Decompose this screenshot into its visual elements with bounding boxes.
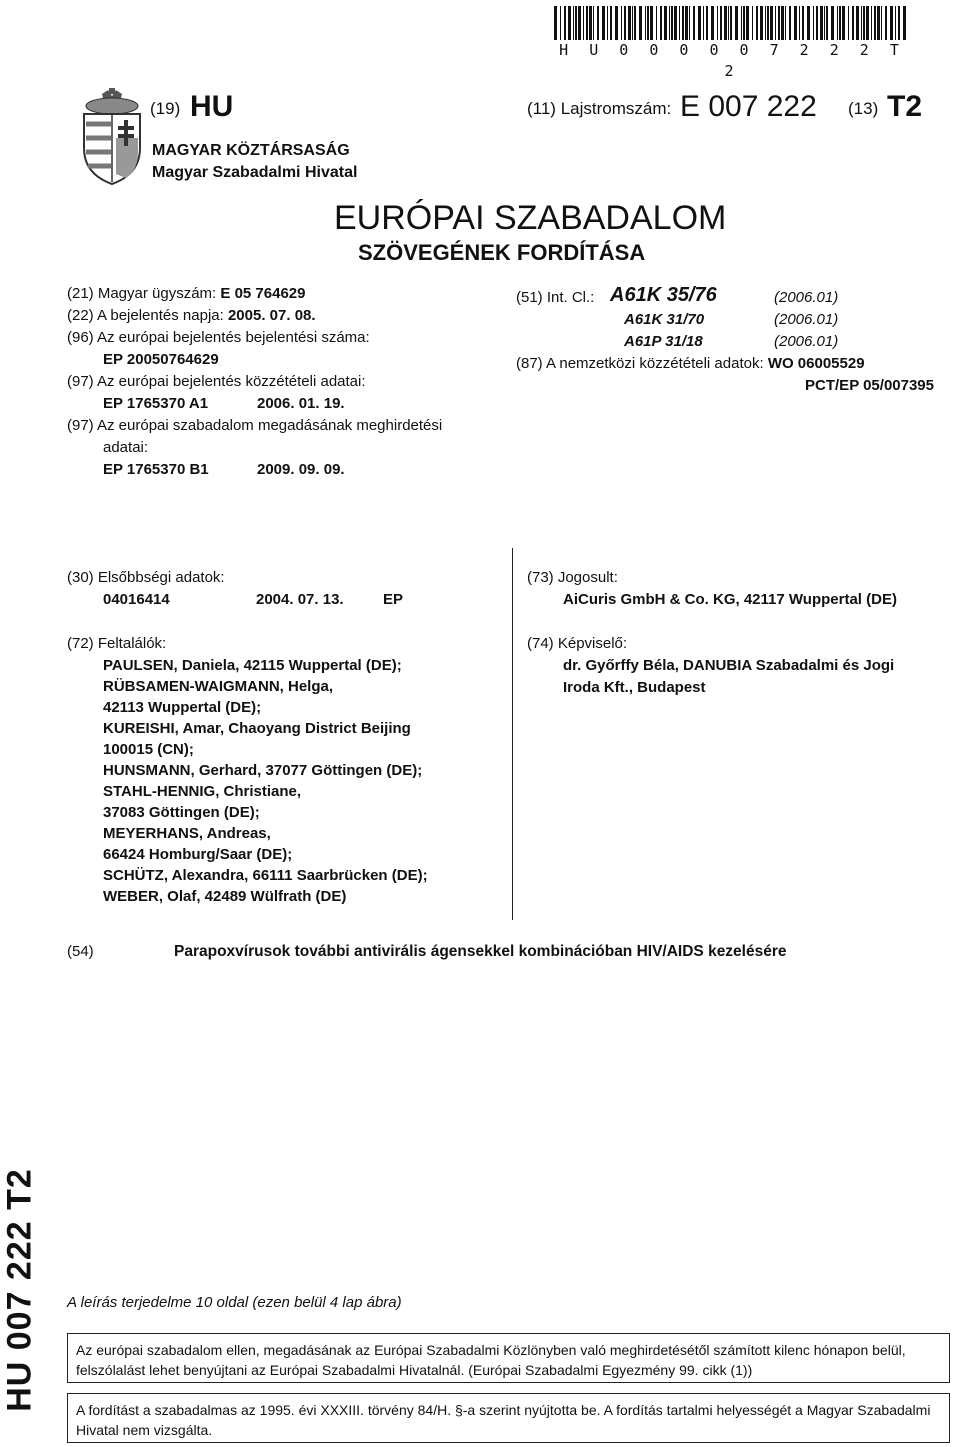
representative-label: (74) Képviselő: — [527, 635, 628, 652]
description-extent: A leírás terjedelme 10 oldal (ezen belül 4 lap ábra) — [67, 1294, 402, 1311]
field-97a-date: 2006. 01. 19. — [257, 395, 345, 412]
priority-label: (30) Elsőbbségi adatok: — [67, 569, 225, 586]
field-22-label: (22) A bejelentés napja: — [67, 307, 224, 324]
barcode-bar — [717, 6, 718, 40]
barcode-bar — [890, 6, 893, 40]
inventor-line: 66424 Homburg/Saar (DE); — [103, 846, 293, 863]
barcode-bar — [564, 6, 566, 40]
document-subtitle: SZÖVEGÉNEK FORDÍTÁSA — [358, 240, 646, 265]
ipc-year-3: (2006.01) — [774, 333, 839, 350]
barcode-bar — [735, 6, 738, 40]
barcode-bar — [706, 6, 708, 40]
priority-date: 2004. 07. 13. — [256, 591, 344, 608]
barcode-bar — [728, 6, 729, 40]
barcode-bar — [752, 6, 753, 40]
field-97a-number: EP 1765370 A1 — [103, 395, 209, 412]
barcode-bar — [866, 6, 869, 40]
field-96-label: (96) Az európai bejelentés bejelentési száma: — [67, 329, 370, 346]
barcode-bar — [703, 6, 704, 40]
ipc-code-2: A61K 31/70 — [624, 311, 705, 328]
barcode-bar — [760, 6, 763, 40]
inventors-label: (72) Feltalálók: — [67, 635, 167, 652]
inventor-line: HUNSMANN, Gerhard, 37077 Göttingen (DE); — [103, 762, 423, 779]
field-97b-label-cont: adatai: — [103, 439, 149, 456]
barcode-bar — [871, 6, 872, 40]
left-bibliographic-fields — [67, 283, 507, 481]
document-title: EURÓPAI SZABADALOM — [334, 199, 727, 237]
barcode-bar — [746, 6, 749, 40]
coat-of-arms-icon — [78, 88, 146, 186]
barcode-bar — [669, 6, 670, 40]
barcode-bar — [679, 6, 680, 40]
barcode-bar — [589, 6, 592, 40]
barcode-bar — [842, 6, 845, 40]
ipc-code-1: A61K 35/76 — [610, 284, 717, 306]
barcode-bar — [775, 6, 776, 40]
field-51-label: (51) Int. Cl.: — [516, 289, 595, 306]
code-19: (19) — [150, 99, 181, 118]
inventor-line: 42113 Wuppertal (DE); — [103, 699, 262, 716]
field-96-value: EP 20050764629 — [103, 351, 219, 368]
field-87-value: WO 06005529 — [767, 355, 865, 372]
barcode-bar — [671, 6, 673, 40]
barcode-bar — [807, 6, 810, 40]
ipc-code-3: A61P 31/18 — [624, 333, 703, 350]
barcode-bar — [741, 6, 742, 40]
field-22-value: 2005. 07. 08. — [227, 307, 316, 324]
registration-number: E 007 222 — [680, 90, 817, 123]
translation-notice: A fordítást a szabadalmas az 1995. évi XXXIII. törvény 84/H. §-a szerint nyújtotta be. A fordítás tartalmi helyességét a Magyar Szabadalmi Hivatal nem vizsgálta. — [67, 1393, 950, 1443]
ipc-year-2: (2006.01) — [774, 311, 839, 328]
barcode-bar — [885, 6, 887, 40]
field-97a-label: (97) Az európai bejelentés közzétételi adatai: — [67, 373, 366, 390]
inventor-line: 37083 Göttingen (DE); — [103, 804, 260, 821]
barcode-bar — [856, 6, 859, 40]
barcode-bar — [621, 6, 622, 40]
field-97b-number: EP 1765370 B1 — [103, 461, 209, 478]
barcode-bar — [785, 6, 786, 40]
field-87-label: (87) A nemzetközi közzétételi adatok: — [516, 355, 764, 372]
barcode-bar — [837, 6, 838, 40]
inventor-line: SCHÜTZ, Alexandra, 66111 Saarbrücken (DE); — [103, 867, 428, 884]
barcode-bar — [682, 6, 684, 40]
office-name: MAGYAR KÖZTÁRSASÁG — [152, 142, 350, 159]
barcode-bar — [597, 6, 599, 40]
barcode-bar — [816, 6, 818, 40]
registration-label: (11) Lajstromszám: — [527, 99, 672, 118]
barcode-bar — [711, 6, 714, 40]
inventor-line: STAHL-HENNIG, Christiane, — [103, 783, 302, 800]
priority-country: EP — [383, 591, 404, 608]
barcode-bar — [895, 6, 896, 40]
barcode-bar — [799, 6, 800, 40]
barcode-bar — [583, 6, 584, 40]
barcode-bar — [610, 6, 612, 40]
barcode-bar — [874, 6, 876, 40]
field-97b-date: 2009. 09. 09. — [257, 461, 345, 478]
barcode-bar — [647, 6, 649, 40]
barcode — [552, 6, 912, 40]
barcode-bar — [848, 6, 849, 40]
field-21-value: E 05 764629 — [220, 285, 306, 302]
barcode-bar — [624, 6, 626, 40]
inventors-list — [103, 655, 503, 907]
barcode-bar — [573, 6, 574, 40]
representative-line-2: Iroda Kft., Budapest — [563, 679, 706, 696]
kind-code: T2 — [887, 90, 923, 123]
inventor-line: WEBER, Olaf, 42489 Wülfrath (DE) — [103, 888, 347, 905]
barcode-bar — [607, 6, 608, 40]
barcode-text: H U 0 0 0 0 0 7 2 2 2 T 2 — [559, 41, 905, 80]
inventor-line: MEYERHANS, Andreas, — [103, 825, 271, 842]
barcode-bar — [898, 6, 900, 40]
barcode-bar — [568, 6, 571, 40]
inventor-line: RÜBSAMEN-WAIGMANN, Helga, — [103, 678, 334, 695]
barcode-bar — [824, 6, 825, 40]
inventor-line: 100015 (CN); — [103, 741, 194, 758]
column-divider — [512, 548, 513, 920]
barcode-bar — [720, 6, 722, 40]
office-subname: Magyar Szabadalmi Hivatal — [152, 164, 358, 181]
barcode-bar — [781, 6, 784, 40]
barcode-bar — [756, 6, 758, 40]
barcode-bar — [863, 6, 865, 40]
barcode-bar — [664, 6, 667, 40]
barcode-bar — [685, 6, 688, 40]
barcode-bar — [767, 6, 769, 40]
barcode-bar — [632, 6, 633, 40]
barcode-bar — [650, 6, 653, 40]
barcode-bar — [813, 6, 814, 40]
barcode-bar — [656, 6, 657, 40]
side-label: HU 007 222 T2 — [0, 1168, 39, 1412]
inventor-line: KUREISHI, Amar, Chaoyang District Beijing — [103, 720, 411, 737]
barcode-bar — [820, 6, 823, 40]
barcode-bar — [660, 6, 662, 40]
field-21-label: (21) Magyar ügyszám: — [67, 285, 217, 302]
barcode-bar — [615, 6, 618, 40]
barcode-bar — [645, 6, 646, 40]
priority-number: 04016414 — [103, 591, 170, 608]
barcode-bar — [861, 6, 862, 40]
code-13: (13) — [848, 99, 879, 118]
barcode-bar — [730, 6, 732, 40]
barcode-bar — [560, 6, 561, 40]
barcode-bar — [689, 6, 690, 40]
barcode-bar — [554, 6, 557, 40]
barcode-bar — [903, 6, 906, 40]
barcode-bar — [674, 6, 677, 40]
assignee-value: AiCuris GmbH & Co. KG, 42117 Wuppertal (DE) — [563, 591, 897, 608]
barcode-bar — [593, 6, 594, 40]
barcode-bar — [877, 6, 880, 40]
barcode-bar — [765, 6, 766, 40]
inventor-line: PAULSEN, Daniela, 42115 Wuppertal (DE); — [103, 657, 402, 674]
barcode-bar — [778, 6, 780, 40]
field-87-pct: PCT/EP 05/007395 — [805, 377, 934, 394]
invention-title: Parapoxvírusok további antivirális ágensekkel kombinációban HIV/AIDS kezelésére — [174, 943, 787, 960]
barcode-bar — [724, 6, 727, 40]
ipc-year-1: (2006.01) — [774, 289, 839, 306]
barcode-bar — [578, 6, 581, 40]
barcode-bar — [698, 6, 701, 40]
barcode-bar — [802, 6, 804, 40]
barcode-bar — [770, 6, 773, 40]
title-code: (54) — [67, 943, 94, 960]
barcode-bar — [586, 6, 588, 40]
opposition-notice: Az európai szabadalom ellen, megadásának az Európai Szabadalmi Közlönyben való meghirdetésétől számított kilenc hónapon belül, felszólalást lehet benyújtani az Európai Szabadalmi Hivatalnál. (Európai Szabadalmi Egyezmény 99. cikk (1)) — [67, 1333, 950, 1383]
country-code: HU — [190, 90, 234, 123]
field-97b-label: (97) Az európai szabadalom megadásának meghirdetési — [67, 417, 443, 434]
barcode-bar — [852, 6, 854, 40]
barcode-bar — [693, 6, 695, 40]
barcode-bar — [826, 6, 828, 40]
barcode-bar — [575, 6, 577, 40]
barcode-bar — [634, 6, 636, 40]
barcode-bar — [639, 6, 642, 40]
barcode-bar — [789, 6, 791, 40]
barcode-bar — [743, 6, 745, 40]
barcode-bar — [602, 6, 605, 40]
barcode-bar — [831, 6, 834, 40]
representative-line-1: dr. Győrffy Béla, DANUBIA Szabadalmi és Jogi — [563, 657, 895, 674]
barcode-bar — [839, 6, 841, 40]
barcode-bar — [881, 6, 882, 40]
assignee-label: (73) Jogosult: — [527, 569, 618, 586]
barcode-bar — [794, 6, 797, 40]
barcode-bar — [628, 6, 631, 40]
